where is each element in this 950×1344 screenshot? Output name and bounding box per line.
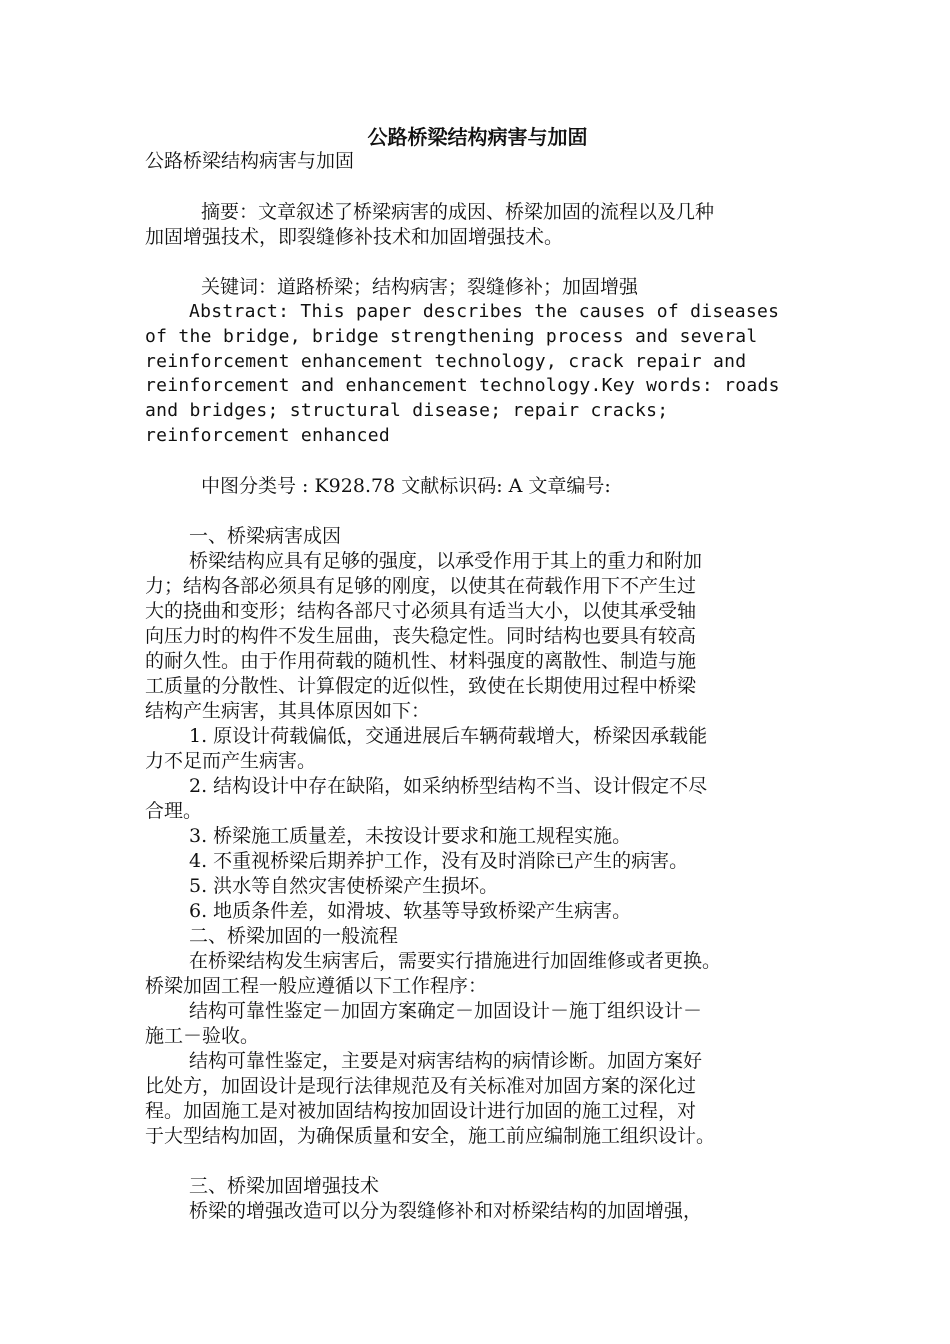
paragraph-line: 大的挠曲和变形；结构各部尺寸必须具有适当大小，以使其承受轴	[145, 600, 697, 622]
paragraph-line: 结构可靠性鉴定－加固方案确定－加固设计－施丁组织设计－	[189, 1000, 703, 1022]
abstract-en-line: Abstract: This paper describes the causes of diseases	[189, 301, 780, 322]
abstract-en-line: of the bridge, bridge strengthening process and several	[145, 326, 758, 347]
paragraph-line: 桥梁的增强改造可以分为裂缝修补和对桥梁结构的加固增强，	[189, 1200, 703, 1222]
abstract-en-line: reinforcement enhancement technology, crack repair and	[145, 351, 747, 372]
list-item: 5. 洪水等自然灾害使桥梁产生损坏。	[189, 875, 499, 897]
abstract-en-line: and bridges; structural disease; repair cracks;	[145, 400, 669, 421]
list-item: 合理。	[145, 800, 203, 822]
paragraph-line: 桥梁加固工程一般应遵循以下工作程序：	[145, 975, 488, 997]
list-item: 1. 原设计荷载偏低，交通进展后车辆荷载增大，桥梁因承载能	[189, 725, 708, 747]
section-heading: 三、桥梁加固增强技术	[189, 1175, 380, 1197]
list-item: 3. 桥梁施工质量差，未按设计要求和施工规程实施。	[189, 825, 632, 847]
paragraph-line: 的耐久性。由于作用荷载的随机性、材料强度的离散性、制造与施	[145, 650, 697, 672]
abstract-en-line: reinforcement and enhancement technology.Key words: roads	[145, 375, 780, 396]
paragraph-line: 比处方，加固设计是现行法律规范及有关标准对加固方案的深化过	[145, 1075, 697, 1097]
list-item: 6. 地质条件差，如滑坡、软基等导致桥梁产生病害。	[189, 900, 632, 922]
classification: 中图分类号 : K928.78 文献标识码: A 文章编号:	[201, 475, 611, 497]
list-item: 2. 结构设计中存在缺陷，如采纳桥型结构不当、设计假定不尽	[189, 775, 708, 797]
paragraph-line: 力；结构各部必须具有足够的刚度，以使其在荷载作用下不产生过	[145, 575, 697, 597]
paragraph-line: 桥梁结构应具有足够的强度，以承受作用于其上的重力和附加	[189, 550, 703, 572]
list-item: 力不足而产生病害。	[145, 750, 317, 772]
abstract-line: 加固增强技术，即裂缝修补技术和加固增强技术。	[145, 226, 564, 248]
paragraph-line: 工质量的分散性、计算假定的近似性，致使在长期使用过程中桥梁	[145, 675, 697, 697]
section-heading: 一、桥梁病害成因	[189, 525, 342, 547]
paragraph-line: 向压力时的构件不发生屈曲，丧失稳定性。同时结构也要具有较高	[145, 625, 697, 647]
abstract-en-line: reinforcement enhanced	[145, 425, 391, 446]
paragraph-line: 程。加固施工是对被加固结构按加固设计进行加固的施工过程，对	[145, 1100, 697, 1122]
document-subtitle: 公路桥梁结构病害与加固	[145, 150, 355, 172]
abstract-line: 摘要：文章叙述了桥梁病害的成因、桥梁加固的流程以及几种	[201, 201, 715, 223]
paragraph-line: 于大型结构加固，为确保质量和安全，施工前应编制施工组织设计。	[145, 1125, 716, 1147]
paragraph-line: 施工－验收。	[145, 1025, 260, 1047]
paragraph-line: 结构产生病害，其具体原因如下：	[145, 700, 431, 722]
keywords: 关键词：道路桥梁；结构病害；裂缝修补；加固增强	[201, 276, 639, 298]
paragraph-line: 结构可靠性鉴定，主要是对病害结构的病情诊断。加固方案好	[189, 1050, 703, 1072]
section-heading: 二、桥梁加固的一般流程	[189, 925, 399, 947]
document-title: 公路桥梁结构病害与加固	[367, 125, 588, 149]
list-item: 4. 不重视桥梁后期养护工作，没有及时消除已产生的病害。	[189, 850, 689, 872]
paragraph-line: 在桥梁结构发生病害后，需要实行措施进行加固维修或者更换。	[189, 950, 722, 972]
